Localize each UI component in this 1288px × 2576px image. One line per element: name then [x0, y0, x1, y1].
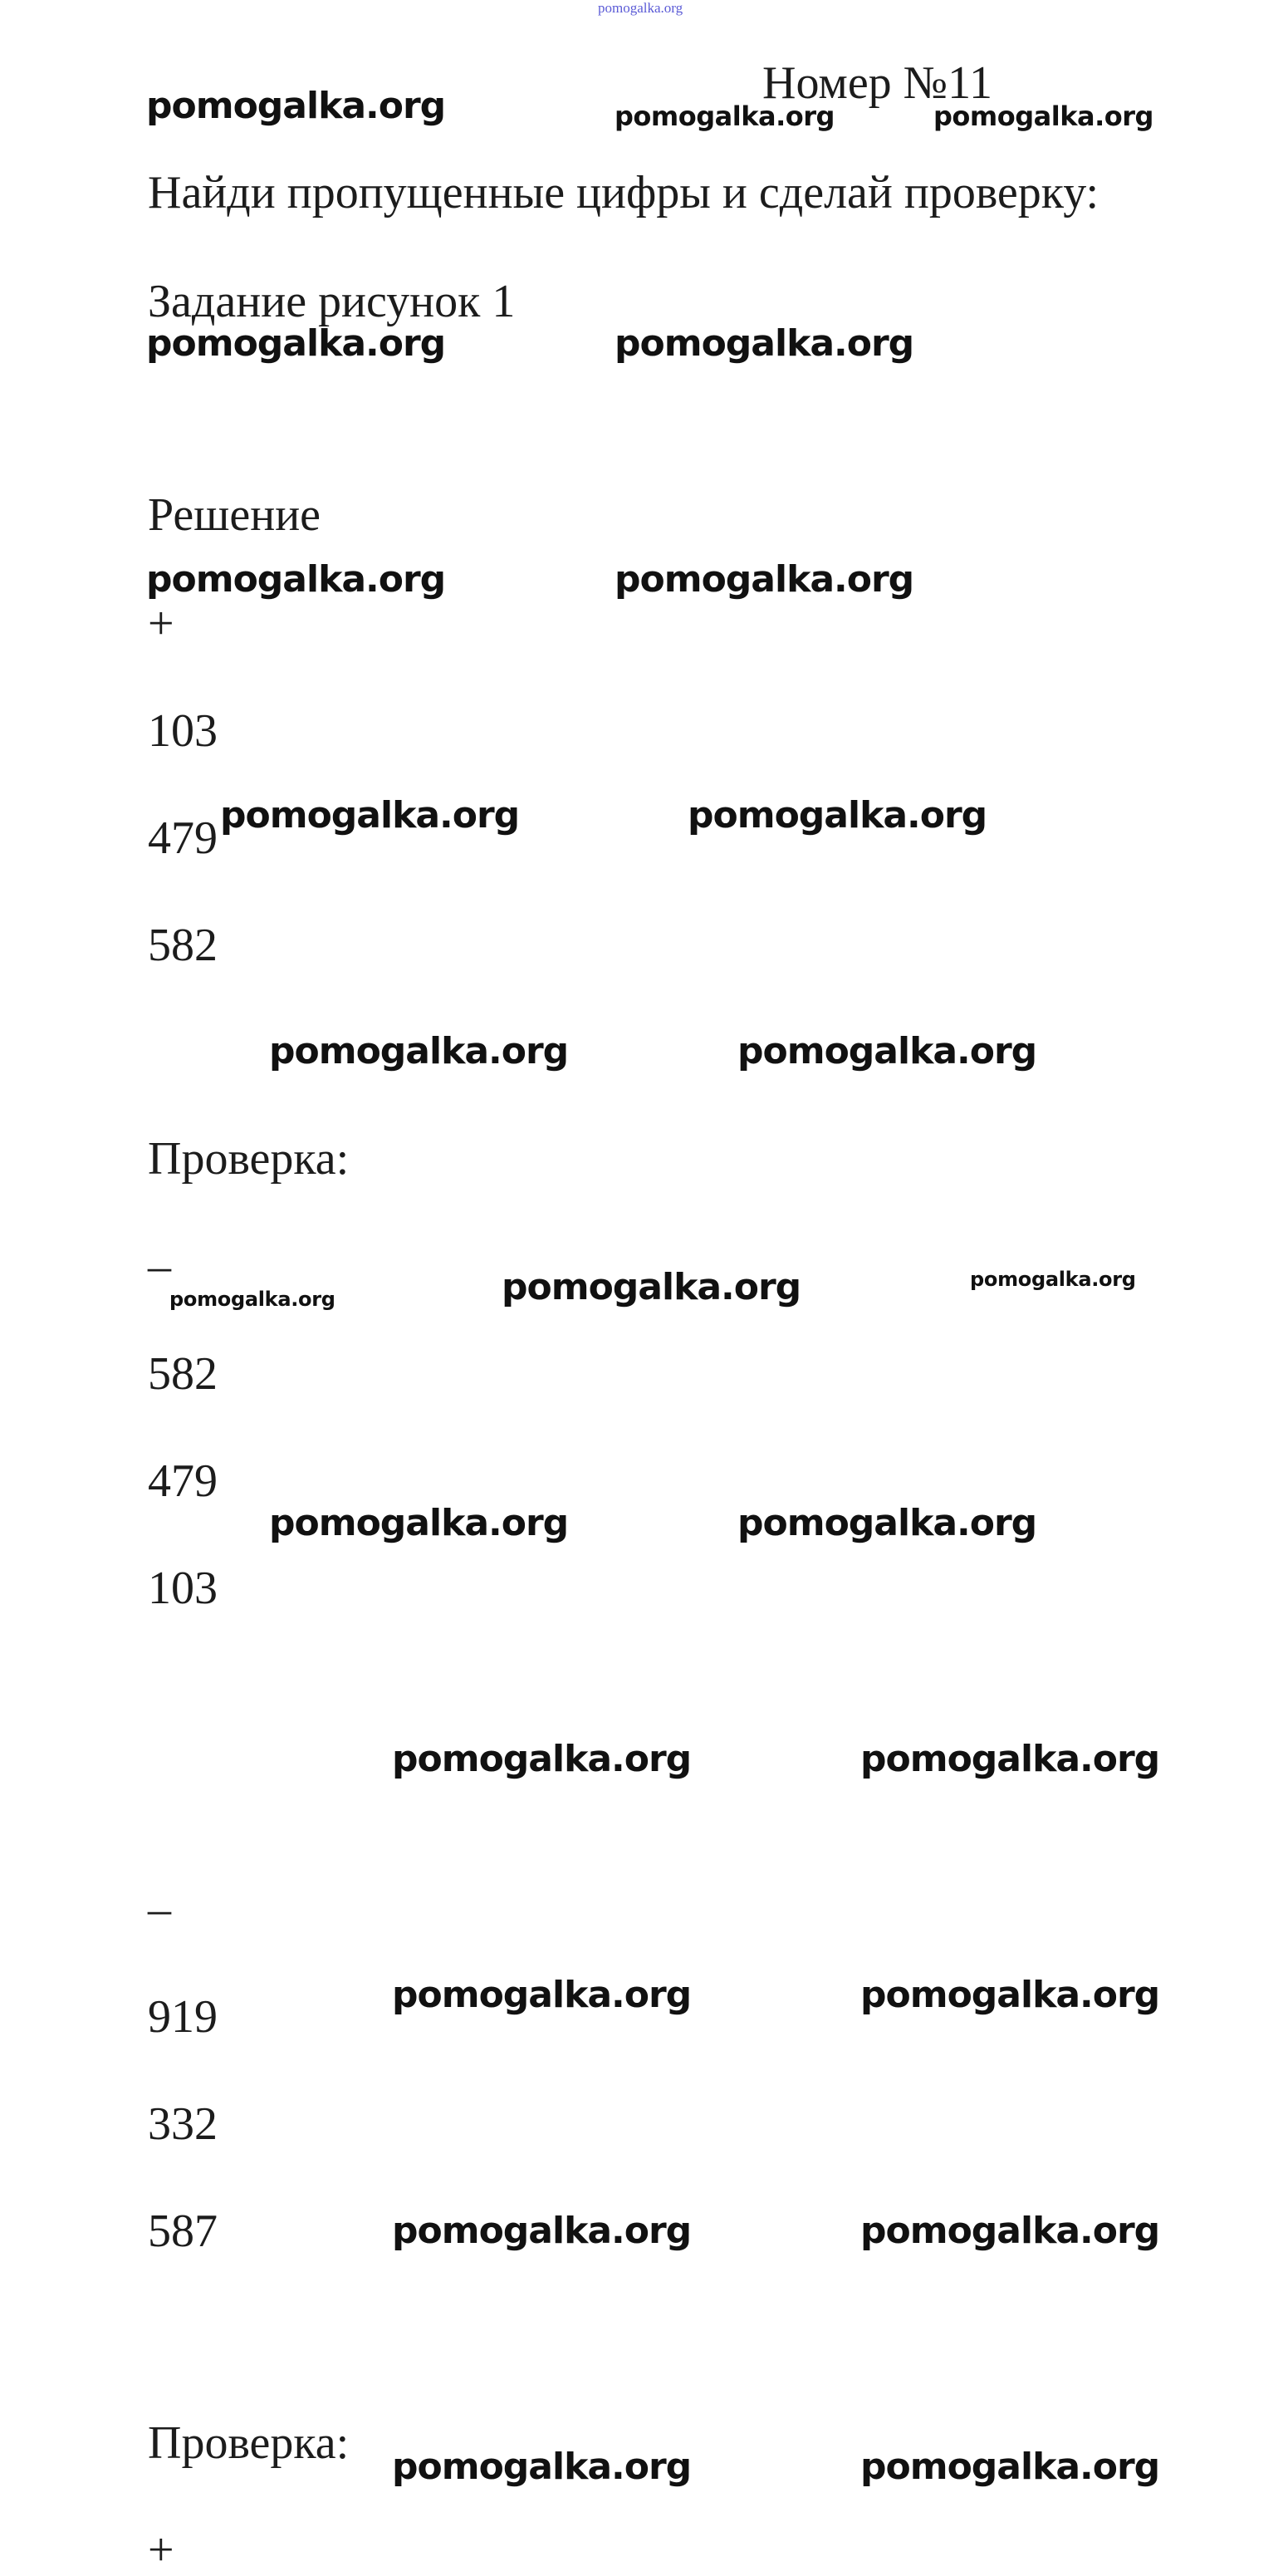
watermark: pomogalka.org — [146, 322, 446, 365]
sum-addend-1: 103 — [148, 705, 218, 757]
site-link[interactable]: pomogalka.org — [598, 0, 683, 16]
difference-result: 587 — [148, 2206, 218, 2257]
difference-subtrahend: 332 — [148, 2098, 218, 2150]
difference-minuend: 919 — [148, 1991, 218, 2043]
sum-addend-2: 479 — [148, 812, 218, 864]
watermark: pomogalka.org — [615, 322, 914, 365]
sum-result: 582 — [148, 920, 218, 971]
task-instruction: Найди пропущенные цифры и сделай проверку: — [148, 167, 1099, 218]
watermark: pomogalka.org — [860, 2210, 1160, 2252]
watermark: pomogalka.org — [688, 794, 987, 837]
watermark: pomogalka.org — [269, 1502, 569, 1544]
watermark: pomogalka.org — [970, 1268, 1136, 1291]
page-title: Номер №11 — [762, 57, 993, 109]
check-result: 103 — [148, 1563, 218, 1614]
figure-label: Задание рисунок 1 — [148, 276, 516, 327]
watermark: pomogalka.org — [737, 1030, 1037, 1072]
check-subtrahend: 479 — [148, 1455, 218, 1507]
watermark: pomogalka.org — [860, 1974, 1160, 2016]
watermark: pomogalka.org — [860, 2446, 1160, 2488]
watermark: pomogalka.org — [737, 1502, 1037, 1544]
watermark: pomogalka.org — [269, 1030, 569, 1072]
watermark: pomogalka.org — [220, 794, 520, 837]
check-operator: – — [148, 1240, 171, 1292]
difference-operator: – — [148, 1883, 171, 1935]
watermark: pomogalka.org — [146, 85, 446, 127]
check-heading: Проверка: — [148, 1133, 350, 1185]
watermark: pomogalka.org — [392, 2210, 692, 2252]
watermark: pomogalka.org — [392, 2446, 692, 2488]
check-minuend: 582 — [148, 1348, 218, 1400]
watermark: pomogalka.org — [615, 101, 835, 132]
watermark: pomogalka.org — [146, 558, 446, 601]
watermark: pomogalka.org — [392, 1974, 692, 2016]
watermark: pomogalka.org — [860, 1738, 1160, 1780]
solution-heading: Решение — [148, 489, 321, 541]
watermark: pomogalka.org — [502, 1266, 801, 1308]
watermark: pomogalka.org — [169, 1288, 335, 1311]
watermark: pomogalka.org — [933, 101, 1153, 132]
check-operator-2: + — [148, 2524, 174, 2576]
check-heading-2: Проверка: — [148, 2417, 350, 2469]
watermark: pomogalka.org — [392, 1738, 692, 1780]
watermark: pomogalka.org — [615, 558, 914, 601]
sum-operator: + — [148, 598, 174, 650]
